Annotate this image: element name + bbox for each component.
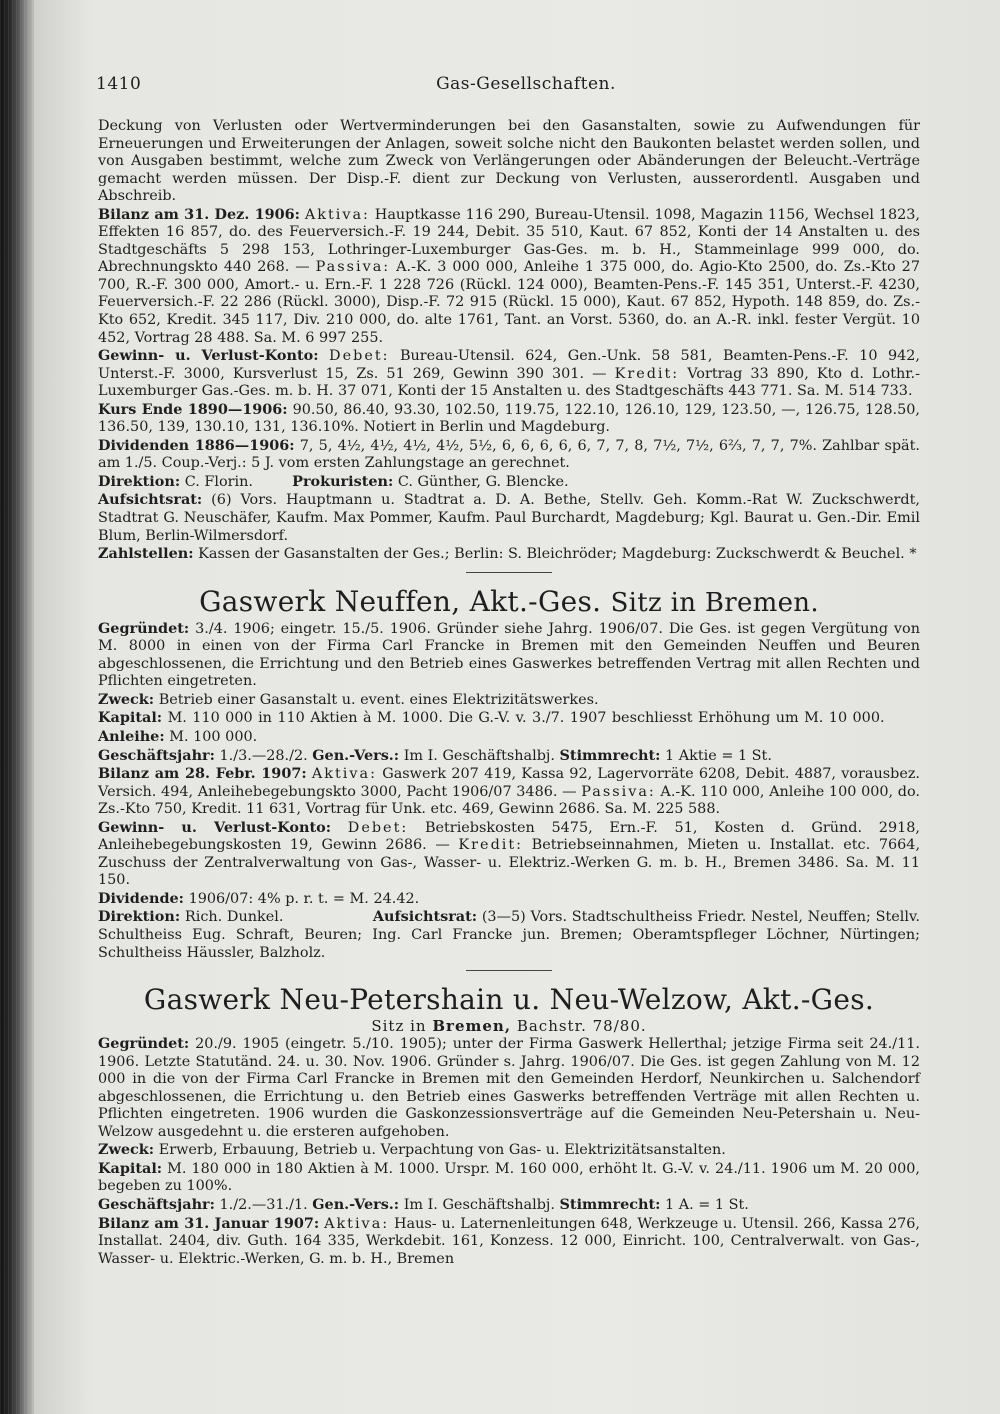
kapital-entry: [98, 709, 920, 746]
bilanz-1907-entry: [98, 765, 920, 819]
zahlstellen-text: Kassen der Gasanstalten der Ges.; Berlin: S. Bleichröder; Magdeburg: Zuckschwerdt & Beuchel. *: [198, 546, 917, 563]
company-heading-neuffen: [98, 585, 920, 620]
gegruendet-text: 3./4. 1906; eingetr. 15./5. 1906. Gründer siehe Jahrg. 1906/07. Die Ges. ist gegen Vergütung von M. 8000 in einen von der Firma Carl Francke in Bremen mit den Gemeinden Neuffen und Beuren abgeschlossenen, die Errichtung und den Betrieb eines Gaswerkes betreffenden Vertrag mit allen Rechten und Pflichten eingetreten.: [98, 620, 920, 690]
bilanz-label: Bilanz am 31. Dez. 1906:: [98, 205, 300, 223]
aktiva-text: Gaswerk 207 419, Kassa 92, Lagervorräte 6208, Debit. 4887, vorausbez. Versich. 494, Anleihebegebungskto 3000, Pacht 1906/07 3486. —: [98, 766, 920, 800]
geschaeftsjahr-text: 1./2.—31./1.: [219, 1196, 308, 1213]
bilanz-1907-entry: [98, 1215, 920, 1269]
aufsichtsrat-text: (6) Vors. Hauptmann u. Stadtrat a. D. A. Bethe, Stellv. Geh. Komm.-Rat W. Zuckschwerdt, Stadtrat G. Neuschäfer, Kaufm. Max Pommer, Kaufm. Paul Burchardt, Magdeburg; Kgl. Baurat u. Gen.-Dir. Emil Blum, Berlin-Wilmersdorf.: [98, 492, 920, 544]
text-column: [98, 118, 920, 1268]
direktion-text: Rich. Dunkel.: [184, 909, 284, 926]
aktiva-text: Hauptkasse 116 290, Bureau-Utensil. 1098, Magazin 1156, Wechsel 1823, Effekten 16 857, do. des Feuerversich.-F. 19 244, Debit. 35 510, Kaut. 67 852, Konti der 14 Anstalten u. des Stadtgeschäfts 5 298 153, Lothringer-Luxemburger Gas-Ges. m. b. H., Stammeinlage 999 000, do. Abrechnungskto 440 268. —: [98, 206, 920, 276]
dividenden-text: 7, 5, 4½, 4½, 4½, 4½, 5½, 6, 6, 6, 6, 6, 7, 7, 8, 7½, 7½, 6⅔, 7, 7, 7%. Zahlbar spät. am 1./5. Coup.-Verj.: 5 J. vom ersten Zahlungstage an gerechnet.: [98, 437, 920, 472]
gegruendet-text: 20./9. 1905 (eingetr. 5./10. 1905); unter der Firma Gaswerk Hellerthal; jetzige Firma seit 24./11. 1906. Letzte Statutänd. 24. u. 30. Nov. 1906. Gründer s. Jahrg. 1906/07. Die Ges. ist gegen Zahlung von M. 12 000 in die von der Firma Carl Francke in Bremen mit den Gemeinden Herdorf, Neunkirchen u. Salchendorf abgeschlossenen, die Errichtung u. den Betrieb eines Gaswerks betreffenden Verträge mit allen Rechten u. Pflichten eingetreten. 1906 wurden die Gaskonzessionsverträge auf die Gemeinden Neu-Petershain u. Neu-Welzow ausgedehnt u. die ersteren aufgehoben.: [98, 1036, 920, 1140]
aufsichtsrat-entry: [98, 491, 920, 545]
stimmrecht-text: 1 A. = 1 St.: [665, 1196, 749, 1213]
aktiva-label: Aktiva:: [324, 1215, 390, 1232]
direktion-label: Direktion:: [98, 908, 181, 926]
stimmrecht-text: 1 Aktie = 1 St.: [665, 747, 772, 764]
guv-label: Gewinn- u. Verlust-Konto:: [98, 818, 332, 836]
book-spine-shadow: [0, 0, 34, 1414]
direktion-text: C. Florin.: [184, 473, 253, 490]
stimmrecht-label: Stimmrecht:: [559, 1195, 661, 1213]
sitz-prefix: Sitz in: [371, 1017, 427, 1036]
direktion-label: Direktion:: [98, 472, 181, 490]
dividende-label: Dividende:: [98, 889, 184, 907]
direktion-entry: [98, 908, 920, 962]
guv-label: Gewinn- u. Verlust-Konto:: [98, 347, 319, 365]
company-seat-line: [98, 1017, 920, 1035]
debet-text: Bureau-Utensil. 624, Gen.-Unk. 58 581, Beamten-Pens.-F. 10 942, Unterst.-F. 3000, Kursverlust 15, Zs. 51 269, Gewinn 390 301. —: [98, 348, 920, 382]
zweck-entry: [98, 691, 920, 710]
bilanz-label: Bilanz am 31. Januar 1907:: [98, 1214, 320, 1232]
gegruendet-label: Gegründet:: [98, 1035, 190, 1053]
kapital-text: M. 180 000 in 180 Aktien à M. 1000. Urspr. M. 160 000, erhöht lt. G.-V. v. 24./11. 1906 um M. 20 000, begeben zu 100%.: [98, 1160, 920, 1195]
zweck-label: Zweck:: [98, 1141, 155, 1159]
debet-label: Debet:: [347, 819, 409, 836]
prokuristen-text: C. Günther, G. Blencke.: [397, 473, 569, 490]
gegruendet-label: Gegründet:: [98, 619, 190, 637]
direktion-entry: [98, 473, 920, 492]
geschaeftsjahr-label: Geschäftsjahr:: [98, 1195, 215, 1213]
gen-vers-label: Gen.-Vers.:: [312, 746, 400, 764]
zweck-text: Erwerb, Erbauung, Betrieb u. Verpachtung von Gas- u. Elektrizitätsanstalten.: [158, 1142, 726, 1159]
dividende-text: 1906/07: 4% p. r. t. = M. 24.42.: [188, 890, 420, 907]
geschaeftsjahr-label: Geschäftsjahr:: [98, 746, 215, 764]
kurs-label: Kurs Ende 1890—1906:: [98, 400, 288, 418]
company-name: Gaswerk Neuffen, Akt.-Ges.: [199, 584, 602, 618]
geschaeftsjahr-text: 1./3.—28./2.: [219, 747, 308, 764]
geschaeftsjahr-entry: [98, 747, 920, 766]
guv-entry: [98, 819, 920, 890]
bilanz-1906-entry: [98, 206, 920, 347]
dividenden-entry: [98, 437, 920, 473]
gen-vers-text: Im I. Geschäftshalbj.: [403, 747, 555, 764]
zweck-text: Betrieb einer Gasanstalt u. event. eines Elektrizitätswerkes.: [158, 691, 599, 708]
aktiva-label: Aktiva:: [304, 206, 370, 223]
kapital-label: Kapital:: [98, 1159, 163, 1177]
kredit-text: Vortrag 33 890, Kto d. Lothr.-Luxemburger Gas.-Ges. m. b. H. 37 071, Konti der 15 Anstalten u. des Stadtgeschäfts 443 771. Sa. M. 514 733.: [98, 365, 920, 400]
page-number: 1410: [96, 74, 142, 94]
debet-label: Debet:: [329, 348, 390, 365]
geschaeftsjahr-entry: [98, 1196, 920, 1215]
gegruendet-entry: [98, 620, 920, 691]
page-header: [96, 74, 956, 100]
company-heading-neu-petershain: Gaswerk Neu-Petershain u. Neu-Welzow, Akt.-Ges.: [143, 983, 875, 1017]
passiva-label: Passiva:: [581, 783, 656, 800]
kredit-label: Kredit:: [614, 365, 680, 382]
aufsichtsrat-label: Aufsichtsrat:: [372, 908, 478, 926]
sitz-address: Bachstr. 78/80.: [516, 1017, 647, 1036]
zahlstellen-entry: [98, 545, 920, 564]
kapital-entry: [98, 1160, 920, 1196]
section-divider: [466, 970, 552, 971]
aufsichtsrat-label: Aufsichtsrat:: [98, 491, 203, 509]
kurs-text: 90.50, 86.40, 93.30, 102.50, 119.75, 122.10, 126.10, 129, 123.50, —, 126.75, 128.50, 136.50, 139, 130.10, 131, 136.10%. Notiert in Berlin und Magdeburg.: [98, 401, 920, 436]
kurs-entry: [98, 401, 920, 437]
gegruendet-entry: [98, 1035, 920, 1141]
anleihe-text: M. 100 000.: [169, 728, 258, 745]
prokuristen-label: Prokuristen:: [292, 472, 394, 490]
aktiva-text: Haus- u. Laternenleitungen 648, Werkzeuge u. Utensil. 266, Kassa 276, Installat. 2404, div. Guth. 164 335, Werkdebit. 161, Konzess. 12 000, Einricht. 100, Centralverwalt. von Gas-, Wasser- u. Elektric.-Werken, G. m. b. H., Bremen: [98, 1215, 921, 1267]
passiva-label: Passiva:: [315, 259, 391, 276]
passiva-text: A.-K. 110 000, Anleihe 100 000, do. Zs.-Kto 750, Kredit. 11 631, Vortrag für Unk. etc. 469, Gewinn 2686. Sa. M. 225 588.: [98, 783, 920, 818]
gen-vers-label: Gen.-Vers.:: [312, 1195, 400, 1213]
running-title: Gas-Gesellschaften.: [436, 74, 616, 94]
zahlstellen-label: Zahlstellen:: [98, 545, 194, 563]
kredit-label: Kredit:: [458, 837, 524, 854]
kapital-text: M. 110 000 in 110 Aktien à M. 1000. Die G.-V. v. 3./7. 1907 beschliesst Erhöhung um M. 10 000.: [167, 710, 885, 727]
sitz-city: Bremen,: [432, 1017, 512, 1036]
kredit-text: Betriebseinnahmen, Mieten u. Installat. etc. 7664, Zuschuss der Zentralverwaltung von Gas-, Wasser- u. Elektriz.-Werken G. m. b. H., Bremen 3486. Sa. M. 11 150.: [98, 837, 921, 889]
zweck-label: Zweck:: [98, 690, 155, 708]
passiva-text: A.-K. 3 000 000, Anleihe 1 375 000, do. Agio-Kto 2500, do. Zs.-Kto 27 700, R.-F. 300 000, Amort.- u. Ern.-F. 1 228 726 (Rückl. 124 000), Beamten-Pens.-F. 145 351, Unterst.-F. 4230, Feuerversich.-F. 22 286 (Rückl. 3000), Disp.-F. 72 915 (Rückl. 15 000), Kaut. 67 852, Hypoth. 148 859, do. Zs.-Kto 652, Kredit. 345 117, Div. 210 000, do. alte 1761, Tant. an Vorst. 5360, do. an A.-R. inkl. fester Vergüt. 10 452, Vortrag 28 488. Sa. M. 6 997 255.: [98, 259, 920, 346]
debet-text: Betriebskosten 5475, Ern.-F. 51, Kosten d. Gründ. 2918, Anleihebegebungskosten 19, Gewinn 2686. —: [98, 819, 920, 854]
reserve-fund-paragraph: Deckung von Verlusten oder Wertverminderungen bei den Gasanstalten, sowie zu Aufwendungen für Erneuerungen und Erweiterungen der Anlagen, soweit solche nicht den Baukonten belastet werden sollen, und von Ausgaben bestimmt, welche zum Zweck von Verlängerungen oder Abänderungen der Beleucht.-Verträge gemacht werden müssen. Der Disp.-F. dient zur Deckung von Verlusten, ausserordentl. Ausgaben und Abschreib.: [98, 118, 920, 205]
guv-entry: [98, 347, 920, 401]
company-seat: Sitz in Bremen.: [610, 587, 819, 618]
anleihe-label: Anleihe:: [98, 727, 165, 745]
aufsichtsrat-text: (3—5) Vors. Stadtschultheiss Friedr. Nestel, Neuffen; Stellv. Schultheiss Eug. Schraft, Beuren; Ing. Carl Francke jun. Bremen; Oberamtspfleger Löchner, Nürtingen; Schultheiss Häussler, Balzholz.: [98, 909, 920, 961]
stimmrecht-label: Stimmrecht:: [559, 746, 661, 764]
dividenden-label: Dividenden 1886—1906:: [98, 436, 295, 454]
kapital-label: Kapital:: [98, 709, 163, 727]
zweck-entry: [98, 1141, 920, 1160]
dividende-entry: [98, 890, 920, 909]
bilanz-label: Bilanz am 28. Febr. 1907:: [98, 765, 307, 783]
section-divider: [466, 572, 552, 573]
gen-vers-text: Im I. Geschäftshalbj.: [403, 1196, 555, 1213]
aktiva-label: Aktiva:: [311, 766, 377, 783]
